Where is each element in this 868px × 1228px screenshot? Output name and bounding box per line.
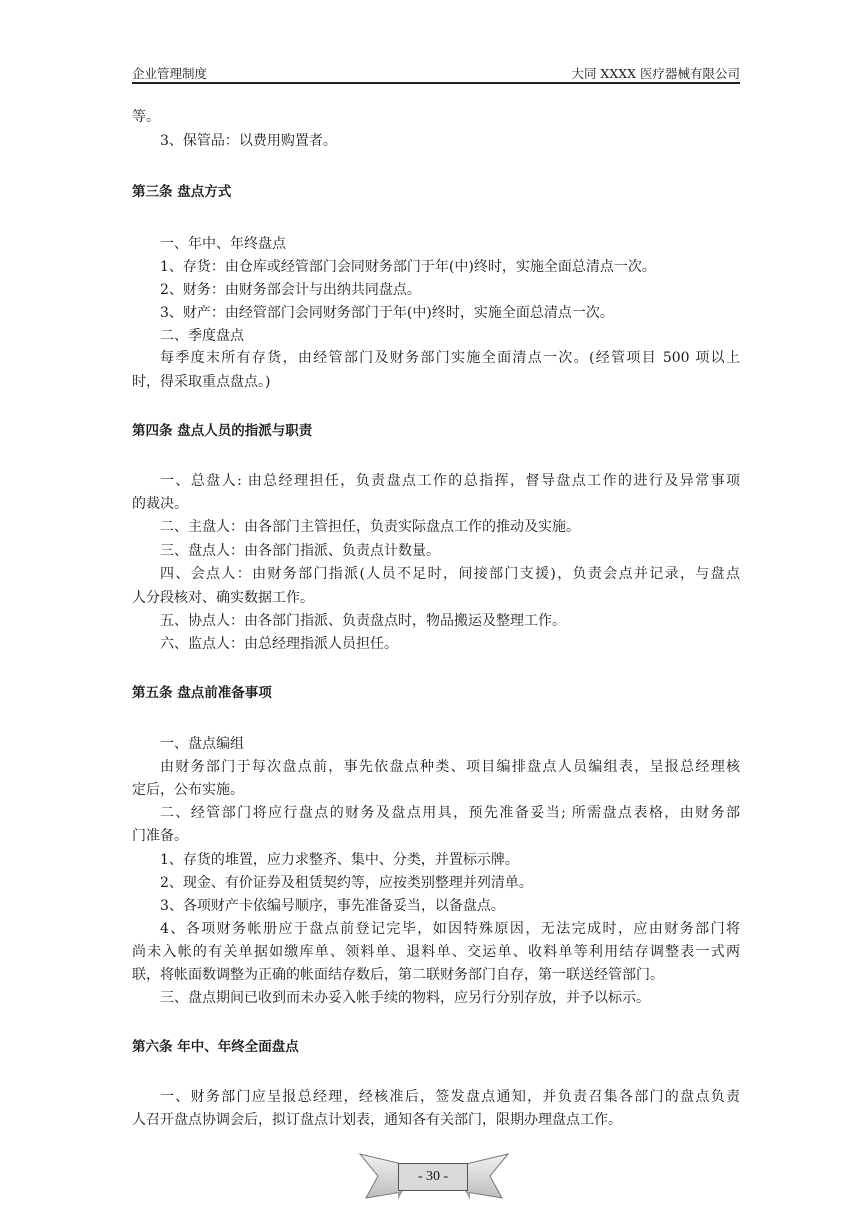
- text-line: 三、盘点人：由各部门指派、负责点计数量。: [160, 543, 440, 559]
- section-heading: 第五条 盘点前准备事项: [132, 685, 272, 701]
- text-line: 人分段核对、确实数据工作。: [132, 590, 314, 606]
- text-line: 由财务部门于每次盘点前，事先依盘点种类、项目编排盘点人员编组表，呈报总经理核: [160, 759, 740, 775]
- page-number: - 30 -: [398, 1163, 468, 1191]
- text-line: 3、财产：由经管部门会同财务部门于年(中)终时，实施全面总清点一次。: [160, 305, 614, 321]
- text-line: 2、财务：由财务部会计与出纳共同盘点。: [160, 282, 421, 298]
- header-company-name: 大同 XXXX 医疗器械有限公司: [571, 66, 740, 81]
- header-left-title: 企业管理制度: [132, 66, 208, 81]
- text-line: 1、存货的堆置，应力求整齐、集中、分类，并置标示牌。: [160, 852, 519, 868]
- text-line: 联，将帐面数调整为正确的帐面结存数后，第二联财务部门自存，第一联送经管部门。: [132, 967, 664, 983]
- text-line: 1、存货：由仓库或经管部门会同财务部门于年(中)终时，实施全面总清点一次。: [160, 259, 656, 275]
- text-line: 六、监点人：由总经理指派人员担任。: [160, 636, 398, 652]
- text-line: 五、协点人：由各部门指派、负责盘点时，物品搬运及整理工作。: [160, 613, 566, 629]
- page-footer: [358, 1148, 510, 1208]
- text-line: 人召开盘点协调会后，拟订盘点计划表，通知各有关部门，限期办理盘点工作。: [132, 1112, 622, 1128]
- text-line: 的裁决。: [132, 496, 188, 512]
- text-line: 二、主盘人：由各部门主管担任，负责实际盘点工作的推动及实施。: [160, 519, 580, 535]
- text-line: 3、各项财产卡依编号顺序，事先准备妥当，以备盘点。: [160, 898, 505, 914]
- text-line: 一、总盘人: 由总经理担任，负责盘点工作的总指挥，督导盘点工作的进行及异常事项: [160, 473, 740, 489]
- text-line: 4、各项财务帐册应于盘点前登记完毕，如因特殊原因，无法完成时，应由财务部门将: [160, 921, 740, 937]
- text-line: 三、盘点期间已收到而未办妥入帐手续的物料，应另行分别存放，并予以标示。: [160, 990, 650, 1006]
- text-line: 一、财务部门应呈报总经理，经核准后，签发盘点通知，并负责召集各部门的盘点负责: [160, 1089, 740, 1105]
- text-line: 每季度末所有存货，由经管部门及财务部门实施全面清点一次。(经管项目 500 项以上: [160, 350, 740, 366]
- text-line: 尚未入帐的有关单据如缴库单、领料单、退料单、交运单、收料单等利用结存调整表一式两: [132, 944, 740, 960]
- text-line: 等。: [132, 109, 160, 125]
- text-line: 门准备。: [132, 828, 188, 844]
- section-heading: 第六条 年中、年终全面盘点: [132, 1039, 299, 1055]
- text-line: 定后，公布实施。: [132, 782, 244, 798]
- text-line: 二、经管部门将应行盘点的财务及盘点用具，预先准备妥当; 所需盘点表格，由财务部: [160, 805, 740, 821]
- text-line: 2、现金、有价证券及租赁契约等，应按类别整理并列清单。: [160, 875, 533, 891]
- text-line: 时，得采取重点盘点。): [132, 374, 271, 390]
- section-heading: 第三条 盘点方式: [132, 184, 232, 200]
- section-heading: 第四条 盘点人员的指派与职责: [132, 423, 313, 439]
- text-line: 一、年中、年终盘点: [160, 236, 286, 252]
- text-line: 二、季度盘点: [160, 328, 244, 344]
- text-line: 一、盘点编组: [160, 736, 244, 752]
- text-line: 3、保管品：以费用购置者。: [160, 133, 337, 149]
- text-line: 四、会点人：由财务部门指派(人员不足时，间接部门支援)，负责会点并记录，与盘点: [160, 566, 740, 582]
- page-header: [132, 60, 740, 84]
